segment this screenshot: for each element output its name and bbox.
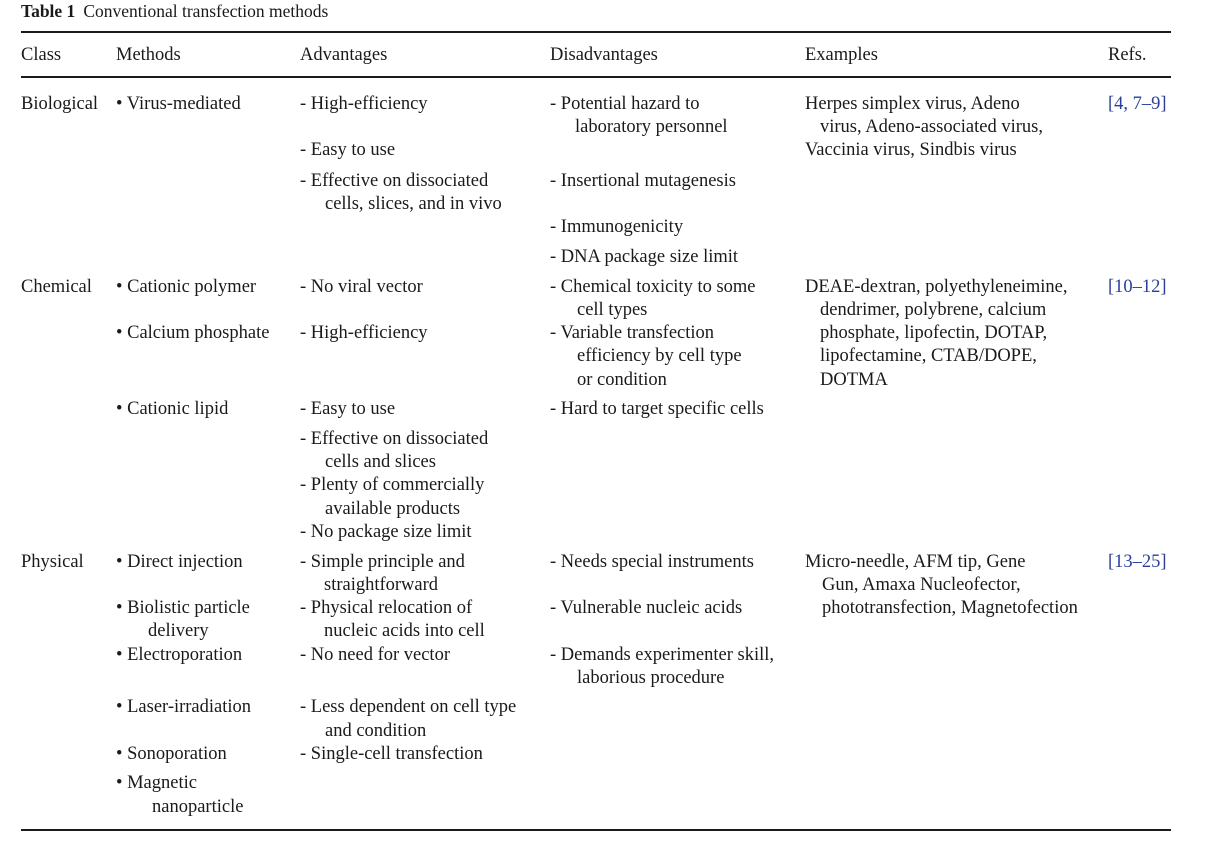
header-advantages: Advantages xyxy=(300,45,388,65)
method-item: • Virus-mediated xyxy=(116,94,241,114)
disadvantage-item-cont: efficiency by cell type xyxy=(577,346,742,366)
disadvantage-item: - Chemical toxicity to some xyxy=(550,277,756,297)
examples-line: lipofectamine, CTAB/DOPE, xyxy=(820,346,1037,366)
advantage-item-cont: nucleic acids into cell xyxy=(324,621,485,641)
disadvantage-item: - DNA package size limit xyxy=(550,247,739,267)
refs-chemical[interactable]: [10–12] xyxy=(1108,277,1167,297)
advantage-item: - Physical relocation of xyxy=(300,598,473,618)
table-caption xyxy=(21,1,328,22)
advantage-item: - Easy to use xyxy=(300,140,396,160)
disadvantage-item: - Hard to target specific cells xyxy=(550,399,764,419)
refs-physical[interactable]: [13–25] xyxy=(1108,552,1167,572)
advantage-item: - Less dependent on cell type xyxy=(300,697,517,717)
method-item-cont: nanoparticle xyxy=(152,797,244,817)
disadvantage-item: - Demands experimenter skill, xyxy=(550,645,774,665)
advantage-item: - Simple principle and xyxy=(300,552,465,572)
advantage-item: - High-efficiency xyxy=(300,323,428,343)
disadvantage-item: - Vulnerable nucleic acids xyxy=(550,598,743,618)
method-item: • Sonoporation xyxy=(116,744,227,764)
advantage-item-cont: straightforward xyxy=(324,575,439,595)
class-biological: Biological xyxy=(21,94,99,114)
advantage-item: - Effective on dissociated xyxy=(300,171,489,191)
header-rule xyxy=(21,76,1171,78)
class-physical: Physical xyxy=(21,552,84,572)
advantage-item: - No viral vector xyxy=(300,277,423,297)
method-item: • Biolistic particle xyxy=(116,598,250,618)
header-disadvantages: Disadvantages xyxy=(550,45,658,65)
examples-line: Vaccinia virus, Sindbis virus xyxy=(805,140,1017,160)
examples-line: virus, Adeno-associated virus, xyxy=(820,117,1043,137)
method-item: • Calcium phosphate xyxy=(116,323,270,343)
header-refs: Refs. xyxy=(1108,45,1147,65)
method-item: • Direct injection xyxy=(116,552,243,572)
table-title: Conventional transfection methods xyxy=(83,1,329,21)
disadvantage-item: - Insertional mutagenesis xyxy=(550,171,736,191)
examples-line: Gun, Amaxa Nucleofector, xyxy=(822,575,1021,595)
method-item: • Electroporation xyxy=(116,645,243,665)
examples-line: dendrimer, polybrene, calcium xyxy=(820,300,1047,320)
disadvantage-item-cont: laboratory personnel xyxy=(575,117,728,137)
refs-biological[interactable]: [4, 7–9] xyxy=(1108,94,1167,114)
disadvantage-item-cont: or condition xyxy=(577,370,667,390)
method-item: • Cationic polymer xyxy=(116,277,257,297)
advantage-item: - Easy to use xyxy=(300,399,396,419)
disadvantage-item-cont: laborious procedure xyxy=(577,668,725,688)
advantage-item: - No package size limit xyxy=(300,522,472,542)
examples-line: phosphate, lipofectin, DOTAP, xyxy=(820,323,1048,343)
advantage-item-cont: and condition xyxy=(325,721,427,741)
advantage-item: - Single-cell transfection xyxy=(300,744,483,764)
advantage-item: - High-efficiency xyxy=(300,94,428,114)
header-class: Class xyxy=(21,45,62,65)
advantage-item-cont: available products xyxy=(325,499,461,519)
bottom-rule xyxy=(21,829,1171,831)
header-methods: Methods xyxy=(116,45,181,65)
examples-line: phototransfection, Magnetofection xyxy=(822,598,1078,618)
examples-line: DOTMA xyxy=(820,370,888,390)
examples-line: Micro-needle, AFM tip, Gene xyxy=(805,552,1026,572)
header-examples: Examples xyxy=(805,45,878,65)
method-item-cont: delivery xyxy=(148,621,209,641)
advantage-item: - No need for vector xyxy=(300,645,450,665)
disadvantage-item: - Potential hazard to xyxy=(550,94,700,114)
method-item: • Cationic lipid xyxy=(116,399,229,419)
method-item: • Laser-irradiation xyxy=(116,697,252,717)
examples-line: Herpes simplex virus, Adeno xyxy=(805,94,1020,114)
advantage-item: - Effective on dissociated xyxy=(300,429,489,449)
top-rule xyxy=(21,31,1171,33)
advantage-item-cont: cells and slices xyxy=(325,452,436,472)
disadvantage-item: - Immunogenicity xyxy=(550,217,684,237)
disadvantage-item: - Needs special instruments xyxy=(550,552,754,572)
disadvantage-item-cont: cell types xyxy=(577,300,648,320)
method-item: • Magnetic xyxy=(116,773,197,793)
examples-line: DEAE-dextran, polyethyleneimine, xyxy=(805,277,1068,297)
advantage-item: - Plenty of commercially xyxy=(300,475,485,495)
table-number: Table 1 xyxy=(21,1,76,21)
disadvantage-item: - Variable transfection xyxy=(550,323,715,343)
advantage-item-cont: cells, slices, and in vivo xyxy=(325,194,502,214)
class-chemical: Chemical xyxy=(21,277,92,297)
